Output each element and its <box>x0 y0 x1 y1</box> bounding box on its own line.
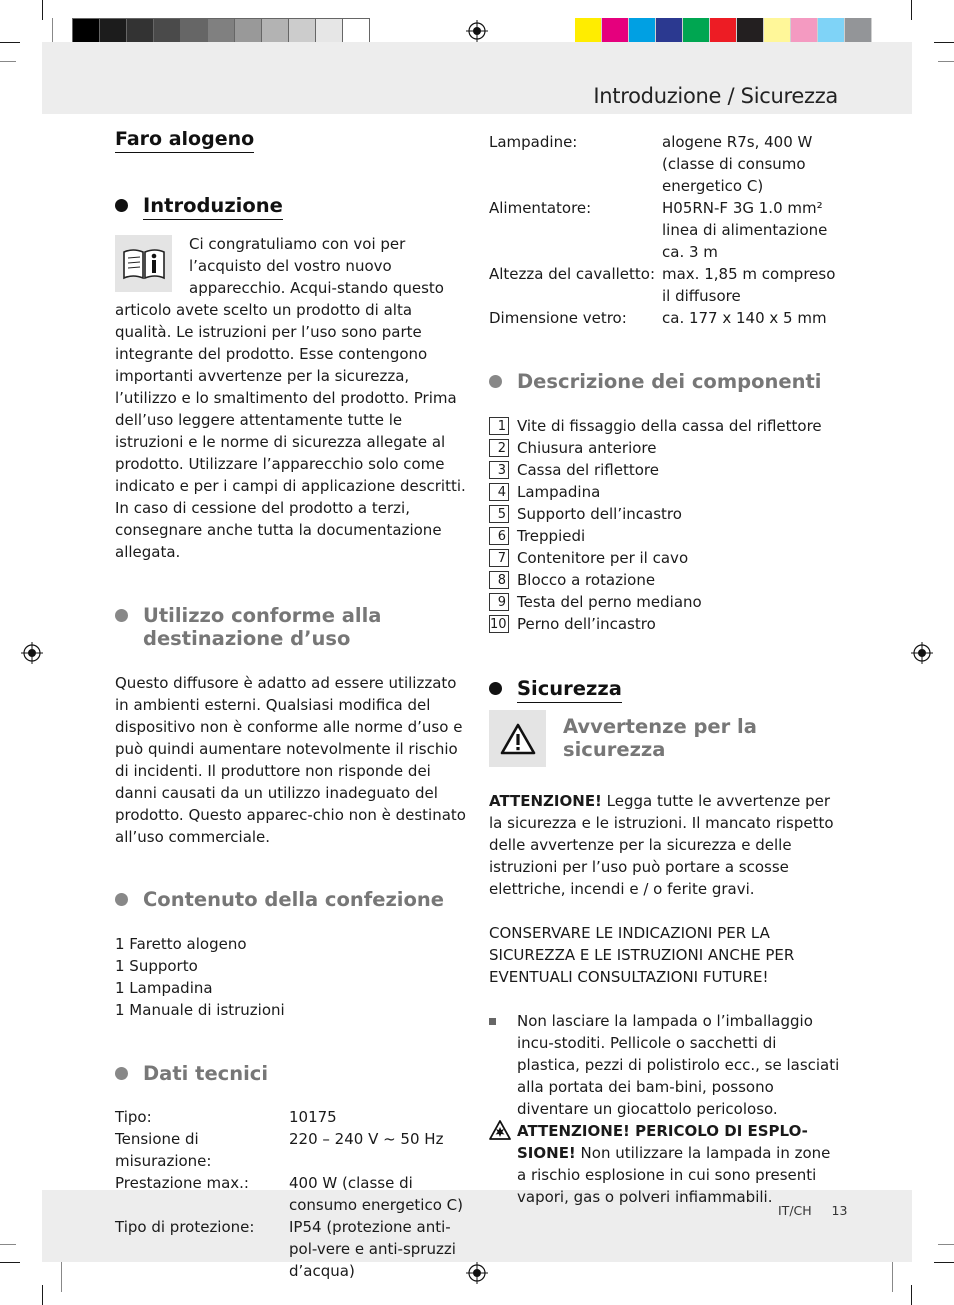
list-item <box>489 481 841 503</box>
item-label: Treppiedi <box>517 527 586 545</box>
item-label: Vite di fissaggio della cassa del riflettore <box>517 417 822 435</box>
explosion-label: ATTENZIONE! PERICOLO DI ESPLO-SIONE! <box>517 1122 808 1162</box>
item-label: Contenitore per il cavo <box>517 549 689 567</box>
spec-value: alogene R7s, 400 W (classe di consumo energetico C) <box>662 133 813 195</box>
crop-mark <box>911 1285 912 1305</box>
spec-row <box>489 263 841 307</box>
spec-value: H05RN-F 3G 1.0 mm² linea di alimentazione ca. 3 m <box>662 199 828 261</box>
item-number: 8 <box>489 571 509 589</box>
attenzione-text: Legga tutte le avvertenze per la sicurezza e le istruzioni. Il mancato rispetto delle avvertenze per la sicurezza e delle istruzioni per l’uso può portare a scosse elettriche, incendi e / o ferite gravi. <box>489 792 834 898</box>
spec-row <box>489 131 841 197</box>
crop-mark <box>934 42 954 43</box>
document-title: Faro alogeno <box>115 128 254 153</box>
list-item <box>489 613 841 635</box>
left-column <box>115 128 467 1282</box>
item-label: Chiusura anteriore <box>517 439 657 457</box>
crop-mark <box>911 0 912 20</box>
spec-row <box>115 1128 467 1172</box>
item-number: 5 <box>489 505 509 523</box>
item-number: 10 <box>489 615 509 633</box>
crop-mark <box>892 1262 893 1292</box>
spec-key: Dimensione vetro: <box>489 309 627 327</box>
heading-line-1: Avvertenze per la <box>563 715 757 738</box>
item-label: Blocco a rotazione <box>517 571 656 589</box>
crop-mark <box>938 61 954 62</box>
section-heading-utilizzo <box>115 604 467 650</box>
crop-mark <box>0 1262 20 1263</box>
crop-mark <box>0 1244 16 1245</box>
heading-line-1: Utilizzo conforme alla <box>143 604 382 627</box>
bullet-item <box>489 1010 841 1120</box>
crop-mark <box>61 1262 62 1292</box>
crop-mark <box>0 42 20 43</box>
crop-mark <box>52 18 53 42</box>
explosion-warning-icon <box>489 1120 511 1140</box>
list-item: 1 Manuale di istruzioni <box>115 1001 285 1019</box>
page-header-title: Introduzione / Sicurezza <box>593 84 838 108</box>
section-heading-componenti <box>489 370 841 393</box>
list-item: 1 Supporto <box>115 957 198 975</box>
crop-mark <box>42 0 43 20</box>
contenuto-list <box>115 933 467 1021</box>
spec-key: Lampadine: <box>489 133 578 151</box>
item-number: 9 <box>489 593 509 611</box>
bullet-dot-icon <box>115 1067 128 1080</box>
heading-text: Descrizione dei componenti <box>517 370 822 393</box>
spec-value: 220 – 240 V ~ 50 Hz <box>289 1130 444 1148</box>
list-item <box>489 591 841 613</box>
square-bullet-icon <box>489 1018 496 1025</box>
explosion-text: Non utilizzare la lampada in zone a rischio esplosione in cui sono presenti vapori, gas o polveri infiammabili. <box>517 1144 831 1206</box>
list-item <box>489 415 841 437</box>
spec-value: max. 1,85 m compreso il diffusore <box>662 265 836 305</box>
item-number: 6 <box>489 527 509 545</box>
spec-value: 10175 <box>289 1108 337 1126</box>
info-manual-icon <box>115 235 172 292</box>
list-item <box>489 503 841 525</box>
section-heading-dati-tecnici <box>115 1062 467 1085</box>
registration-mark-icon <box>911 642 933 664</box>
list-item <box>489 547 841 569</box>
heading-line-2: sicurezza <box>563 738 666 761</box>
list-item: 1 Lampadina <box>115 979 213 997</box>
crop-mark <box>0 61 16 62</box>
bullet-dot-icon <box>489 375 502 388</box>
crop-mark <box>938 1244 954 1245</box>
list-item <box>489 437 841 459</box>
intro-block <box>115 233 467 563</box>
item-number: 2 <box>489 439 509 457</box>
attenzione-label: ATTENZIONE! <box>489 792 602 810</box>
heading-text: Contenuto della confezione <box>143 888 444 911</box>
spec-row <box>489 307 841 329</box>
explosion-warning <box>489 1120 841 1208</box>
section-heading-introduzione <box>115 194 467 217</box>
bullet-dot-icon <box>115 199 128 212</box>
spec-value: IP54 (protezione anti-pol-vere e anti-spruzzi d’acqua) <box>289 1218 456 1280</box>
spec-key: Prestazione max.: <box>115 1174 249 1192</box>
bullet-dot-icon <box>489 682 502 695</box>
utilizzo-paragraph: Questo diffusore è adatto ad essere utilizzato in ambienti esterni. Qualsiasi modifica del dispositivo non è conforme alle norme d’uso e può quindi aumentare notevolmente il rischio di incidenti. Il produttore non risponde dei danni causati da un utilizzo inadeguato del prodotto. Questo apparec-chio non è destinato all’uso commerciale. <box>115 674 466 846</box>
bullet-dot-icon <box>115 609 128 622</box>
heading-text: Introduzione <box>143 194 283 220</box>
registration-mark-icon <box>466 20 488 42</box>
spec-row <box>115 1172 467 1216</box>
page-number: 13 <box>831 1203 848 1218</box>
subheading-avvertenze <box>563 715 757 761</box>
item-label: Lampadina <box>517 483 601 501</box>
warning-triangle-icon <box>489 710 546 767</box>
spec-key: Altezza del cavalletto: <box>489 265 655 283</box>
componenti-list <box>489 415 841 635</box>
spec-key: Tensione di misurazione: <box>115 1130 212 1170</box>
spec-key: Alimentatore: <box>489 199 592 217</box>
item-label: Testa del perno mediano <box>517 593 702 611</box>
footer-locale: IT/CH <box>778 1203 812 1218</box>
section-heading-contenuto <box>115 888 467 911</box>
bullet-dot-icon <box>115 893 128 906</box>
spec-value: 400 W (classe di consumo energetico C) <box>289 1174 463 1214</box>
right-column <box>489 131 841 1208</box>
item-label: Supporto dell’incastro <box>517 505 682 523</box>
registration-mark-icon <box>21 642 43 664</box>
crop-mark <box>42 1285 43 1305</box>
conservare-paragraph: CONSERVARE LE INDICAZIONI PER LA SICUREZZA E LE ISTRUZIONI ANCHE PER EVENTUALI CONSULTAZIONI FUTURE! <box>489 924 795 986</box>
registration-mark-icon <box>466 1262 488 1284</box>
spec-row <box>115 1106 467 1128</box>
item-number: 3 <box>489 461 509 479</box>
attenzione-paragraph <box>489 790 841 900</box>
avvertenze-block <box>489 710 841 768</box>
item-number: 4 <box>489 483 509 501</box>
section-heading-sicurezza <box>489 677 841 700</box>
spec-key: Tipo: <box>115 1108 152 1126</box>
specs-table <box>489 131 841 329</box>
list-item <box>489 525 841 547</box>
spec-key: Tipo di protezione: <box>115 1218 255 1236</box>
crop-mark <box>934 1262 954 1263</box>
heading-line-2: destinazione d’uso <box>143 627 351 650</box>
list-item <box>489 459 841 481</box>
item-label: Cassa del riflettore <box>517 461 659 479</box>
intro-text: Ci congratuliamo con voi per l’acquisto del vostro nuovo apparecchio. Acqui-stando questo articolo avete scelto un prodotto di alta qualità. Le istruzioni per l’uso sono parte integrante del prodotto. Esse contengono importanti avvertenze per la sicurezza, l’utilizzo e lo smaltimento del prodotto. Prima dell’uso leggere attentamente tutte le istruzioni e le norme di sicurezza allegate al prodotto. Utilizzare l’apparecchio solo come indicato e per i campi di applicazione descritti. In caso di cessione del prodotto a terzi, consegnare anche tutta la documentazione allegata. <box>115 235 466 561</box>
spec-row <box>489 197 841 263</box>
list-item <box>489 569 841 591</box>
item-number: 7 <box>489 549 509 567</box>
item-number: 1 <box>489 417 509 435</box>
item-label: Perno dell’incastro <box>517 615 656 633</box>
heading-text: Dati tecnici <box>143 1062 269 1085</box>
list-item: 1 Faretto alogeno <box>115 935 247 953</box>
bullet-text: Non lasciare la lampada o l’imballaggio incu-stoditi. Pellicole o sacchetti di plastica, pezzi di polistirolo ecc., se lasciati alla portata dei bam-bini, possono diventare un giocattolo pericoloso. <box>517 1012 840 1118</box>
spec-row <box>115 1216 467 1282</box>
spec-value: ca. 177 x 140 x 5 mm <box>662 309 827 327</box>
dati-tecnici-table <box>115 1106 467 1282</box>
heading-text: Sicurezza <box>517 677 622 703</box>
